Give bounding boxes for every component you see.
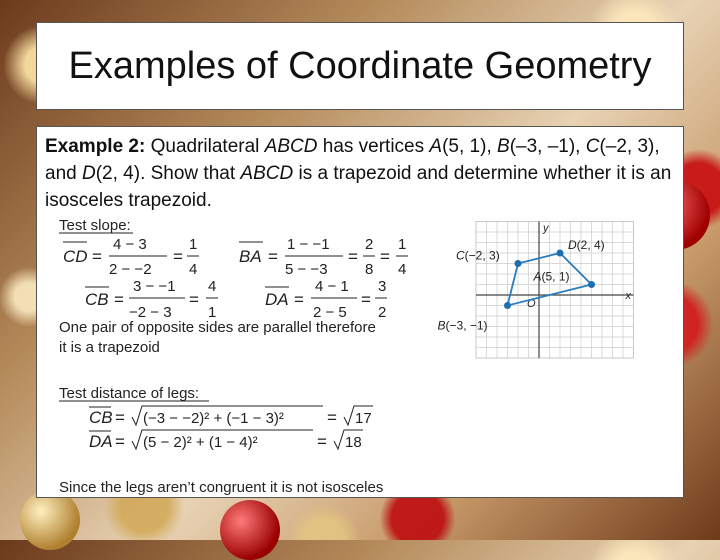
vertex-b: B xyxy=(497,136,510,157)
vertex-d: D xyxy=(81,163,96,184)
vertex-a: A xyxy=(429,136,443,157)
vertex-c-coords: (–2, 3), and xyxy=(45,136,660,184)
title-box xyxy=(36,22,684,110)
slope-conclusion-1: One pair of opposite sides are parallel therefore xyxy=(59,319,376,336)
ba-segment: BA xyxy=(239,247,262,266)
cb-denominator: −2 − 3 xyxy=(129,304,172,321)
ba-mid-num: 2 xyxy=(365,236,374,253)
equals-sign: = xyxy=(173,247,183,266)
problem-text: Quadrilateral xyxy=(145,136,265,157)
equals-sign: = xyxy=(115,432,125,451)
cd-result-num: 1 xyxy=(189,236,198,253)
ba-denominator: 5 − −3 xyxy=(285,261,328,278)
vertex-a-coords: (5, 1), xyxy=(442,136,497,157)
point-a xyxy=(588,281,595,288)
ba-result-num: 1 xyxy=(398,236,407,253)
cb-result-num: 4 xyxy=(208,278,217,295)
equals-sign: = xyxy=(114,290,124,309)
problem-quad: ABCD xyxy=(240,163,294,184)
da-mid-den: 2 xyxy=(378,304,387,321)
equals-sign: = xyxy=(317,432,327,451)
content-box xyxy=(36,126,684,498)
solution-work xyxy=(37,127,685,499)
distance-heading: Test distance of legs: xyxy=(59,385,200,402)
equals-sign: = xyxy=(348,247,358,266)
equals-sign: = xyxy=(189,290,199,309)
point-label-b: B(−3, −1) xyxy=(437,318,488,333)
problem-text: is a trapezoid and determine whether it is an isosceles trapezoid. xyxy=(45,163,672,211)
problem-quad: ABCD xyxy=(264,136,318,157)
cb-segment: CB xyxy=(85,290,109,309)
origin-label: O xyxy=(527,298,536,310)
equals-sign: = xyxy=(268,247,278,266)
equals-sign: = xyxy=(294,290,304,309)
ornament-red-bottom xyxy=(220,500,280,560)
cd-segment: CD xyxy=(63,247,88,266)
ornament-gold-bottom xyxy=(20,490,80,550)
equals-sign: = xyxy=(92,247,102,266)
slope-conclusion-2: it is a trapezoid xyxy=(59,339,160,356)
da-denominator: 2 − 5 xyxy=(313,304,347,321)
cb-numerator: 3 − −1 xyxy=(133,278,176,295)
equals-sign: = xyxy=(380,247,390,266)
problem-text: has vertices xyxy=(317,136,430,157)
equals-sign: = xyxy=(361,290,371,309)
equals-sign: = xyxy=(115,408,125,427)
point-label-c: C(−2, 3) xyxy=(456,248,500,263)
ba-numerator: 1 − −1 xyxy=(287,236,330,253)
example-label: Example 2: xyxy=(45,136,146,157)
distance-conclusion: Since the legs aren’t congruent it is not isosceles xyxy=(59,479,384,496)
cd-result-den: 4 xyxy=(189,261,198,278)
cd-denominator: 2 − −2 xyxy=(109,261,152,278)
point-c xyxy=(515,260,522,267)
graph-background xyxy=(476,222,634,359)
vertex-b-coords: (–3, –1), xyxy=(509,136,586,157)
coordinate-graph xyxy=(438,222,634,359)
cd-numerator: 4 − 3 xyxy=(113,236,147,253)
da-numerator: 4 − 1 xyxy=(315,278,349,295)
y-axis-label: y xyxy=(543,222,549,235)
da-distance-segment: DA xyxy=(89,432,113,451)
da-distance-expr: (5 − 2)² + (1 − 4)² xyxy=(143,434,258,451)
slope-heading: Test slope: xyxy=(59,217,131,234)
cb-distance-segment: CB xyxy=(89,408,113,427)
equals-sign: = xyxy=(327,408,337,427)
da-segment: DA xyxy=(265,290,289,309)
da-mid-num: 3 xyxy=(378,278,387,295)
vertex-c: C xyxy=(585,136,600,157)
point-label-a: A(5, 1) xyxy=(533,269,570,284)
ba-result-den: 4 xyxy=(398,261,407,278)
point-label-d: D(2, 4) xyxy=(568,238,605,252)
cb-result-den: 1 xyxy=(208,304,217,321)
da-distance-result: 18 xyxy=(345,434,362,451)
x-axis-label: x xyxy=(625,290,631,302)
cb-distance-result: 17 xyxy=(355,410,372,427)
point-d xyxy=(557,250,564,257)
point-b xyxy=(504,302,511,309)
cb-distance-expr: (−3 − −2)² + (−1 − 3)² xyxy=(143,410,284,427)
slide-title: Examples of Coordinate Geometry xyxy=(68,44,652,87)
vertex-d-coords: (2, 4). Show that xyxy=(95,163,241,184)
ba-mid-den: 8 xyxy=(365,261,374,278)
